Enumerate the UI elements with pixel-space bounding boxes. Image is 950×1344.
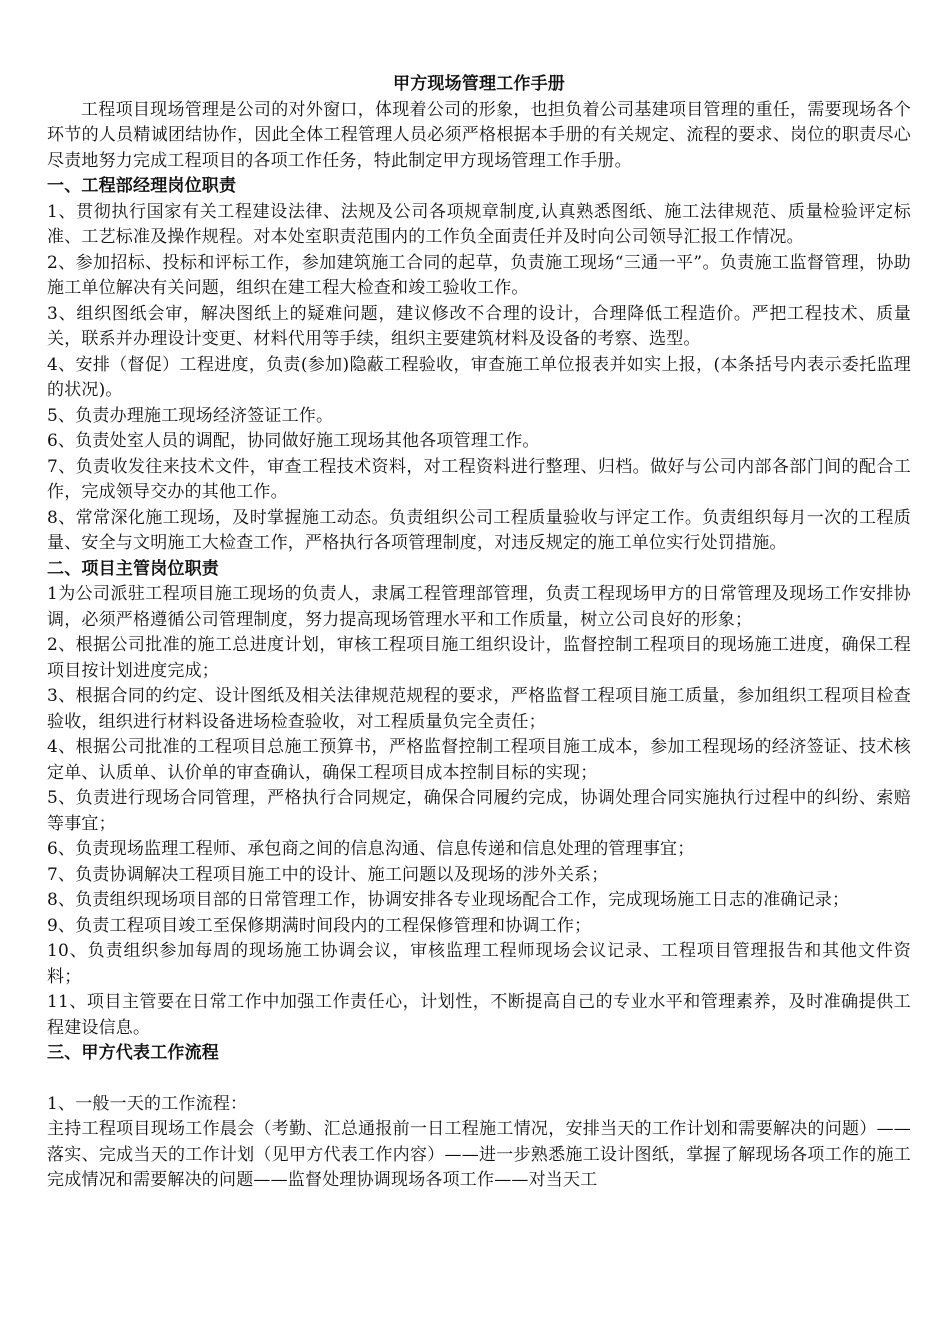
- workflow-subheading: 1、一般一天的工作流程：: [47, 1093, 248, 1114]
- supervisor-duty-item: 1为公司派驻工程项目施工现场的负责人，隶属工程管理部管理，负责工程现场甲方的日常管理及现场工作安排协调，必须严格遵循公司管理制度，努力提高现场管理水平和工作质量，树立公司良好的形象；: [47, 584, 911, 630]
- section-heading-manager: 一、工程部经理岗位职责: [47, 176, 237, 196]
- manager-duty-item: 6、负责处室人员的调配，协同做好施工现场其他各项管理工作。: [47, 431, 540, 451]
- workflow-text: 主持工程项目现场工作晨会（考勤、汇总通报前一日工程施工情况，安排当天的工作计划和需要解决的问题）——落实、完成当天的工作计划（见甲方代表工作内容）——进一步熟悉施工设计图纸，掌握了解现场各项工作的施工完成情况和需要解决的问题——监督处理协调现场各项工作——对当天工: [47, 1119, 911, 1190]
- supervisor-duty-item: 11、项目主管要在日常工作中加强工作责任心，计划性，不断提高自己的专业水平和管理素养，及时准确提供工程建设信息。: [47, 992, 911, 1038]
- manager-duty-item: 7、负责收发往来技术文件，审查工程技术资料，对工程资料进行整理、归档。做好与公司内部各部门间的配合工作，完成领导交办的其他工作。: [47, 456, 911, 502]
- supervisor-duty-item: 9、负责工程项目竣工至保修期满时间段内的工程保修管理和协调工作；: [47, 915, 592, 936]
- supervisor-duty-item: 3、根据合同的约定、设计图纸及相关法律规范规程的要求，严格监督工程项目施工质量，参加组织工程项目检查验收，组织进行材料设备进场检查验收，对工程质量负完全责任；: [47, 686, 911, 732]
- intro-paragraph: 工程项目现场管理是公司的对外窗口，体现着公司的形象，也担负着公司基建项目管理的重任，需要现场各个环节的人员精诚团结协作，因此全体工程管理人员必须严格根据本手册的有关规定、流程的要求、岗位的职责尽心尽责地努力完成工程项目的各项工作任务，特此制定甲方现场管理工作手册。: [47, 99, 911, 171]
- document-title: 甲方现场管理工作手册: [393, 74, 565, 94]
- supervisor-duty-item: 7、负责协调解决工程项目施工中的设计、施工问题以及现场的涉外关系；: [47, 864, 609, 885]
- section-heading-supervisor: 二、项目主管岗位职责: [47, 558, 219, 579]
- supervisor-duty-item: 8、负责组织现场项目部的日常管理工作，协调安排各专业现场配合工作，完成现场施工日志的准确记录；: [47, 890, 850, 910]
- supervisor-duty-item: 2、根据公司批准的施工总进度计划，审核工程项目施工组织设计，监督控制工程项目的现场施工进度，确保工程项目按计划进度完成；: [47, 635, 911, 681]
- section-heading-workflow: 三、甲方代表工作流程: [47, 1043, 219, 1063]
- blank-line: [47, 1067, 911, 1092]
- manager-duty-item: 2、参加招标、投标和评标工作，参加建筑施工合同的起草，负责施工现场“三通一平”。负责施工监督管理，协助施工单位解决有关问题，组织在建工程大检查和竣工验收工作。: [47, 252, 911, 298]
- document-page: [47, 72, 911, 1194]
- manager-duty-item: 5、负责办理施工现场经济签证工作。: [47, 405, 334, 426]
- manager-duty-item: 1、贯彻执行国家有关工程建设法律、法规及公司各项规章制度,认真熟悉图纸、施工法律规范、质量检验评定标准、工艺标准及操作规程。对本处室职责范围内的工作负全面责任并及时向公司领导汇报工作情况。: [47, 201, 911, 247]
- manager-duty-item: 8、常常深化施工现场，及时掌握施工动态。负责组织公司工程质量验收与评定工作。负责组织每月一次的工程质量、安全与文明施工大检查工作，严格执行各项管理制度，对违反规定的施工单位实行处罚措施。: [47, 507, 911, 553]
- manager-duty-item: 4、安排（督促）工程进度，负责(参加)隐蔽工程验收，审查施工单位报表并如实上报，(本条括号内表示委托监理的状况)。: [47, 354, 911, 400]
- supervisor-duty-item: 5、负责进行现场合同管理，严格执行合同规定，确保合同履约完成，协调处理合同实施执行过程中的纠纷、索赔等事宜；: [47, 788, 911, 834]
- manager-duty-item: 3、组织图纸会审，解决图纸上的疑难问题，建议修改不合理的设计，合理降低工程造价。严把工程技术、质量关，联系并办理设计变更、材料代用等手续，组织主要建筑材料及设备的考察、选型。: [47, 303, 911, 349]
- supervisor-duty-item: 10、负责组织参加每周的现场施工协调会议，审核监理工程师现场会议记录、工程项目管理报告和其他文件资料；: [47, 941, 911, 987]
- supervisor-duty-item: 6、负责现场监理工程师、承包商之间的信息沟通、信息传递和信息处理的管理事宜；: [47, 839, 695, 859]
- supervisor-duty-item: 4、根据公司批准的工程项目总施工预算书，严格监督控制工程项目施工成本，参加工程现场的经济签证、技术核定单、认质单、认价单的审查确认，确保工程项目成本控制目标的实现；: [47, 737, 911, 783]
